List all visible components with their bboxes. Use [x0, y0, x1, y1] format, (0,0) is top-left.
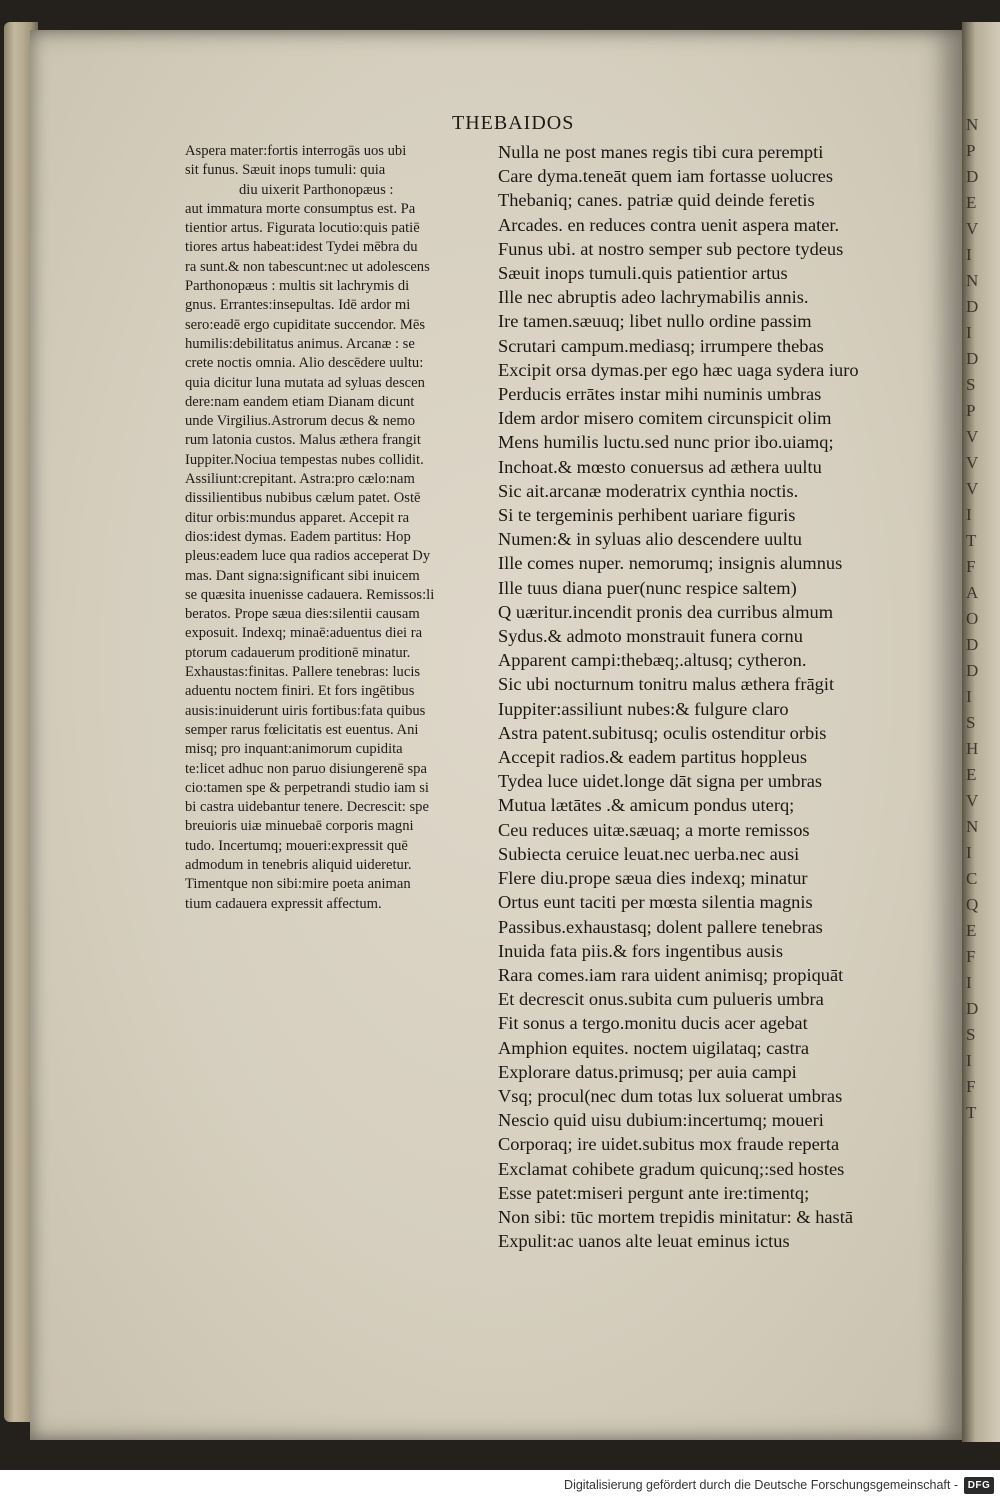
facing-page-fragment: I	[966, 973, 972, 992]
facing-page-fragment: D	[966, 297, 979, 316]
verse-line: Amphion equites. noctem uigilataq; castra	[498, 1037, 810, 1058]
commentary-line: sit funus. Sæuit inops tumuli: quia	[185, 162, 386, 179]
commentary-line: aduentu noctem finiri. Et fors ingētibus	[185, 683, 415, 700]
commentary-line: mas. Dant signa:significant sibi inuicem	[185, 567, 420, 584]
verse-line: Rara comes.iam rara uident animisq; propiquāt	[498, 964, 844, 985]
verse-line: Numen:& in syluas alio descendere uultu	[498, 529, 802, 550]
commentary-line: Parthonopæus : multis sit lachrymis di	[185, 278, 410, 295]
commentary-line: dios:idest dymas. Eadem partitus: Hop	[185, 528, 411, 545]
verse-line: Sydus.& admoto monstrauit funera cornu	[498, 626, 803, 647]
commentary-line: Iuppiter.Nociua tempestas nubes collidit.	[185, 451, 424, 468]
funding-credit: Digitalisierung gefördert durch die Deutsche Forschungsgemeinschaft -	[564, 1478, 958, 1492]
commentary-line: tientior artus. Figurata locutio:quis patiē	[185, 220, 420, 237]
facing-page-fragment: A	[966, 583, 979, 602]
verse-line: Excipit orsa dymas.per ego hæc uaga sydera iuro	[498, 359, 859, 380]
verse-line: Thebaniq; canes. patriæ quid deinde feretis	[498, 190, 815, 211]
facing-page-fragment: Q	[966, 895, 979, 914]
facing-page-fragment: F	[966, 557, 976, 576]
commentary-line: rum latonia custos. Malus æthera frangit	[185, 432, 421, 449]
verse-line: Care dyma.teneāt quem iam fortasse uolucres	[498, 166, 833, 187]
facing-page-fragment: I	[966, 843, 972, 862]
facing-page-fragment: E	[966, 921, 977, 940]
verse-line: Passibus.exhaustasq; dolent pallere tenebras	[498, 916, 823, 937]
verse-line: Q uæritur.incendit pronis dea curribus almum	[498, 601, 834, 622]
commentary-line: gnus. Errantes:insepultas. Idē ardor mi	[185, 297, 411, 314]
facing-page-fragment: V	[966, 427, 979, 446]
facing-page-fragment: S	[966, 375, 976, 394]
verse-line: Ire tamen.sæuuq; libet nullo ordine passim	[498, 311, 812, 332]
verse-line: Si te tergeminis perhibent uariare figuris	[498, 505, 796, 526]
facing-page-fragment: C	[966, 869, 978, 888]
verse-line: Explorare datus.primusq; per auia campi	[498, 1061, 797, 1082]
verse-line: Sic ait.arcanæ moderatrix cynthia noctis.	[498, 480, 799, 501]
facing-page-fragment: D	[966, 661, 979, 680]
commentary-line: exposuit. Indexq; minaē:aduentus diei ra	[185, 625, 423, 642]
facing-page-fragment: F	[966, 947, 976, 966]
commentary-line: beratos. Prope sæua dies:silentii causam	[185, 606, 420, 623]
commentary-line: pleus:eadem luce qua radios acceperat Dy	[185, 548, 431, 565]
commentary-line: admodum in tenebris aliquid uideretur.	[185, 856, 412, 873]
facing-page-fragment: D	[966, 635, 979, 654]
verse-line: Exclamat cohibete gradum quicunq;:sed hostes	[498, 1158, 845, 1179]
commentary-line: ra sunt.& non tabescunt:nec ut adolescens	[185, 258, 430, 275]
facing-page-fragment: D	[966, 349, 979, 368]
commentary-line: cio:tamen spe & perpetrandi studio iam si	[185, 779, 429, 796]
verse-line: Subiecta ceruice leuat.nec uerba.nec ausi	[498, 843, 800, 864]
verse-line: Et decrescit onus.subita cum pulueris umbra	[498, 989, 824, 1010]
facing-page-fragment: S	[966, 1025, 976, 1044]
facing-page-fragment: P	[966, 401, 976, 420]
commentary-line: diu uixerit Parthonopæus :	[239, 181, 394, 198]
verse-line: Sæuit inops tumuli.quis patientior artus	[498, 263, 788, 284]
verse-line: Ille comes nuper. nemorumq; insignis alumnus	[498, 553, 843, 574]
commentary-line: tudo. Incertumq; moueri:expressit quē	[185, 837, 408, 854]
verse-line: Funus ubi. at nostro semper sub pectore tydeus	[498, 238, 844, 259]
facing-page-fragment: E	[966, 765, 977, 784]
verse-line: Astra patent.subitusq; oculis ostenditur orbis	[498, 722, 827, 743]
commentary-line: sero:eadē ergo cupiditate succendor. Mēs	[185, 316, 426, 333]
facing-page-fragment: N	[966, 271, 979, 290]
commentary-line: unde Virgilius.Astrorum decus & nemo	[185, 413, 416, 430]
verse-line: Ceu reduces uitæ.sæuaq; a morte remissos	[498, 819, 810, 840]
verse-line: Apparent campi:thebæq;.altusq; cytheron.	[498, 650, 807, 671]
commentary-line: crete noctis omnia. Alio descēdere uultu:	[185, 355, 424, 372]
commentary-line: bi castra uidebantur tenere. Decrescit: spe	[185, 799, 429, 816]
facing-page-fragment: I	[966, 245, 972, 264]
commentary-line: dissilientibus nubibus cælum patet. Ostē	[185, 490, 421, 507]
footer-bar	[0, 1470, 1000, 1502]
verse-line: Inchoat.& mœsto conuersus ad æthera uultu	[498, 456, 822, 477]
facing-page-fragment: D	[966, 167, 979, 186]
verse-line: Vsq; procul(nec dum totas lux soluerat umbras	[498, 1085, 843, 1106]
verse-column	[498, 140, 938, 1253]
facing-page-fragment: P	[966, 141, 976, 160]
verse-line: Arcades. en reduces contra uenit aspera mater.	[498, 214, 840, 235]
commentary-line: Timentque non sibi:mire poeta animan	[185, 876, 411, 893]
verse-line: Fit sonus a tergo.monitu ducis acer agebat	[498, 1013, 808, 1034]
verse-line: Iuppiter:assiliunt nubes:& fulgure claro	[498, 698, 789, 719]
running-head: THEBAIDOS	[452, 112, 575, 134]
verse-line: Accepit radios.& eadem partitus hoppleus	[498, 747, 807, 768]
commentary-line: dere:nam eandem etiam Dianam dicunt	[185, 393, 415, 410]
facing-page-fragment: I	[966, 1051, 972, 1070]
facing-page-fragment: H	[966, 739, 979, 758]
verse-line: Nulla ne post manes regis tibi cura perempti	[498, 142, 824, 162]
commentary-line: Exhaustas:finitas. Pallere tenebras: lucis	[185, 664, 421, 681]
commentary-line: ausis:inuiderunt uiris fortibus:fata quibus	[185, 702, 426, 719]
commentary-line: aut immatura morte consumptus est. Pa	[185, 200, 416, 217]
verse-line: Flere diu.prope sæua dies indexq; minatur	[498, 868, 808, 889]
verse-line: Sic ubi nocturnum tonitru malus æthera frāgit	[498, 674, 835, 695]
facing-page-fragment: I	[966, 687, 972, 706]
commentary-line: tium cadauera expressit affectum.	[185, 895, 382, 912]
facing-page-fragment: E	[966, 193, 977, 212]
facing-page	[962, 22, 1000, 1442]
facing-page-fragment: N	[966, 115, 979, 134]
verse-line: Scrutari campum.mediasq; irrumpere thebas	[498, 335, 824, 356]
verse-line: Ille nec abruptis adeo lachrymabilis annis.	[498, 287, 809, 308]
verse-line: Non sibi: tūc mortem trepidis minitatur: & hastā	[498, 1206, 853, 1227]
facing-page-fragment: S	[966, 713, 976, 732]
verse-line: Mutua lætātes .& amicum pondus uterq;	[498, 795, 795, 816]
commentary-line: ptorum cadauerum proditionē minatur.	[185, 644, 411, 661]
commentary-line: humilis:debilitatus animus. Arcanæ : se	[185, 335, 415, 352]
verse-line: Tydea luce uidet.longe dāt signa per umbras	[498, 771, 823, 792]
facing-page-text	[966, 112, 1000, 1126]
verse-line: Expulit:ac uanos alte leuat eminus ictus	[498, 1231, 790, 1252]
commentary-line: quia dicitur luna mutata ad syluas descen	[185, 374, 425, 391]
facing-page-fragment: V	[966, 219, 979, 238]
verse-line: Inuida fata piis.& fors ingentibus ausis	[498, 940, 784, 961]
verse-line: Esse patet:miseri pergunt ante ire:timentq;	[498, 1182, 810, 1203]
facing-page-fragment: V	[966, 453, 979, 472]
commentary-line: ditur orbis:mundus apparet. Accepit ra	[185, 509, 410, 526]
facing-page-fragment: F	[966, 1077, 976, 1096]
commentary-line: misq; pro inquant:animorum cupidita	[185, 741, 403, 758]
facing-page-fragment: T	[966, 531, 977, 550]
commentary-line: se quæsita inuenisse cadauera. Remissos:li	[185, 586, 435, 603]
verse-line: Corporaq; ire uidet.subitus mox fraude reperta	[498, 1134, 840, 1155]
verse-line: Ille tuus diana puer(nunc respice saltem)	[498, 577, 797, 598]
commentary-line: tiores artus habeat:idest Tydei mēbra du	[185, 239, 418, 256]
commentary-line: Aspera mater:fortis interrogās uos ubi	[185, 143, 407, 159]
facing-page-fragment: V	[966, 791, 979, 810]
dfg-logo: DFG	[964, 1477, 994, 1494]
commentary-line: semper rarus fœlicitatis est euentus. Ani	[185, 721, 419, 738]
verse-line: Perducis errātes instar mihi numinis umbras	[498, 384, 822, 405]
commentary-line: Assiliunt:crepitant. Astra:pro cælo:nam	[185, 471, 415, 488]
facing-page-fragment: I	[966, 323, 972, 342]
facing-page-fragment: O	[966, 609, 979, 628]
facing-page-fragment: V	[966, 479, 979, 498]
commentary-line: breuioris uiæ minuebaē corporis magni	[185, 818, 414, 835]
verse-line: Idem ardor misero comitem circunspicit olim	[498, 408, 832, 429]
facing-page-fragment: N	[966, 817, 979, 836]
facing-page-fragment: I	[966, 505, 972, 524]
facing-page-fragment: T	[966, 1103, 977, 1122]
commentary-line: te:licet adhuc non paruo disiungerenē spa	[185, 760, 427, 777]
verse-line: Ortus eunt taciti per mœsta silentia magnis	[498, 892, 813, 913]
commentary-column	[185, 142, 483, 914]
facing-page-fragment: D	[966, 999, 979, 1018]
verse-line: Mens humilis luctu.sed nunc prior ibo.uiamq;	[498, 432, 834, 453]
verse-line: Nescio quid uisu dubium:incertumq; moueri	[498, 1110, 824, 1131]
